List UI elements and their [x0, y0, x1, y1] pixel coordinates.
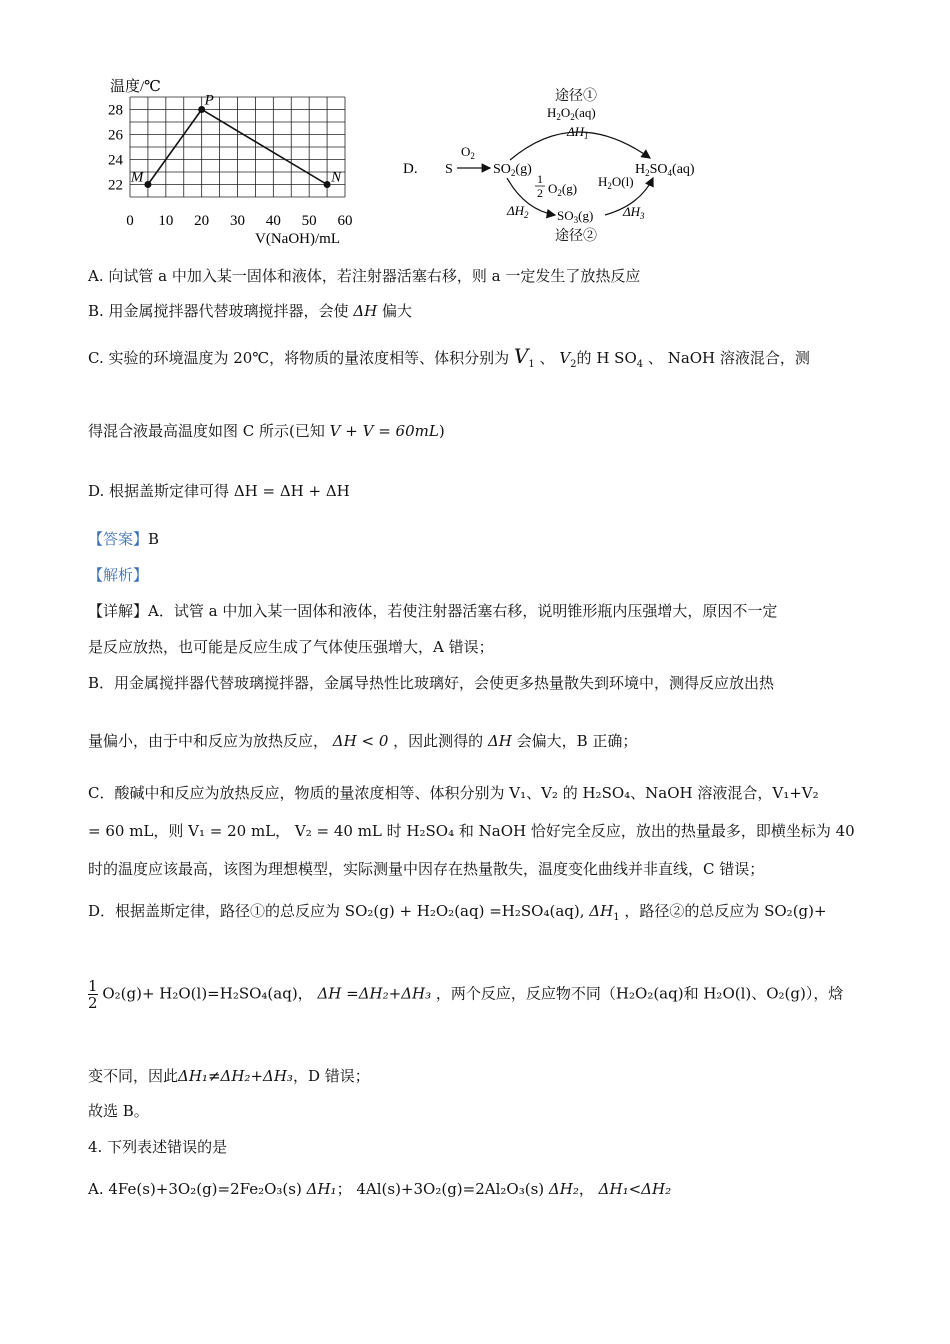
x-tick-label: 40 [265, 213, 281, 229]
o2-label: $O_2$ [461, 144, 475, 161]
y-tick-label: 28 [108, 102, 123, 119]
question-4-option-a: A. 4Fe(s)+3O₂(g)=2Fe₂O₃(s) ΔH₁； 4Al(s)+3O₂(g)=2Al₂O₃(s) ΔH₂， ΔH₁<ΔH₂ [88, 1180, 672, 1198]
h2o-label: $H_2O(l)$ [598, 174, 634, 191]
answer-tag: 【答案】 [88, 530, 149, 548]
x-tick-label: 60 [337, 213, 353, 229]
detail-b-line-1: B．用金属搅拌器代替玻璃搅拌器，金属导热性比玻璃好，会使更多热量散失到环境中，测得反应放出热 [88, 674, 775, 692]
h2so4-label: $H_2SO_4(aq)$ [635, 162, 695, 178]
option-a: A. 向试管 a 中加入某一固体和液体，若注射器活塞右移，则 a 一定发生了放热反应 [88, 267, 641, 285]
so3-label: $SO_3(g)$ [557, 208, 594, 225]
so2-label: $SO_2(g)$ [493, 162, 532, 178]
chart-grid [130, 97, 345, 197]
detail-d-line-3: 变不同，因此ΔH₁≠ΔH₂+ΔH₃，D 错误； [88, 1067, 370, 1085]
y-tick-labels [108, 103, 124, 194]
data-point-M [144, 181, 151, 188]
detail-b-line-2: 量偏小，由于中和反应为放热反应， ΔH < 0 ，因此测得的 ΔH 会偏大，B 正确； [88, 732, 638, 750]
option-d-label: D. [403, 161, 418, 177]
detail-d-line-2: $\frac{1}{2}$ O₂(g)+ H₂O(l)=H₂SO₄(aq)， ΔH =ΔH₂+ΔH₃ ，两个反应，反应物不同（H₂O₂(aq)和 H₂O(l)、O₂(g)），焓 [88, 977, 844, 1012]
route-1-label: 途径① [555, 89, 597, 104]
temperature-series [130, 93, 342, 189]
temperature-chart [100, 72, 370, 252]
y-tick-label: 22 [108, 177, 123, 194]
y-tick-label: 24 [108, 152, 123, 169]
detail-a-line-1: 【详解】A．试管 a 中加入某一固体和液体，若使注射器活塞右移，说明锥形瓶内压强增大，原因不一定 [88, 602, 778, 620]
half-numerator: 1 [537, 172, 543, 186]
s-label: S [445, 162, 453, 177]
y-tick-label: 26 [108, 127, 123, 144]
option-c-line-2: 得混合液最高温度如图 C 所示(已知 V + V = 60mL) [88, 422, 445, 440]
detail-a-line-2: 是反应放热，也可能是反应生成了气体使压强增大，A 错误； [88, 638, 494, 656]
answer: 【答案】B [88, 530, 160, 548]
detail-c-line-3: 时的温度应该最高，该图为理想模型，实际测量中因存在热量散失，温度变化曲线并非直线，C 错误； [88, 860, 765, 878]
point-label-M: M [130, 169, 144, 186]
detail-d-line-1: D．根据盖斯定律，路径①的总反应为 SO₂(g) + H₂O₂(aq) =H₂SO₄(aq), $\Delta H_1$ ，路径②的总反应为 SO₂(g)+ [88, 902, 827, 923]
x-tick-label: 50 [301, 213, 317, 229]
x-tick-label: 20 [194, 213, 210, 229]
point-label-P: P [204, 92, 214, 109]
x-tick-labels [126, 213, 352, 229]
y-axis-label: 温度/℃ [110, 79, 161, 95]
conclusion: 故选 B。 [88, 1102, 149, 1120]
dh2-label: $\Delta H_2$ [507, 203, 529, 220]
option-d: D. 根据盖斯定律可得 ΔH = ΔH + ΔH [88, 482, 350, 500]
half-o2-label: $O_2(g)$ [548, 181, 578, 198]
option-c-line-1: C. 实验的环境温度为 20℃，将物质的量浓度相等、体积分别为 $V_1$ 、 $V_2$的 H $SO_4$ 、 NaOH 溶液混合，测 [88, 344, 810, 370]
dh1-label: $\Delta H_1$ [567, 124, 589, 141]
point-label-N: N [331, 169, 342, 186]
reaction-pathway-diagram [395, 80, 725, 250]
dh3-label: $\Delta H_3$ [623, 204, 645, 221]
data-point-N [324, 181, 331, 188]
x-tick-label: 0 [126, 213, 134, 229]
x-tick-label: 10 [158, 213, 174, 229]
analysis-tag: 【解析】 [88, 566, 149, 584]
x-axis-label: V(NaOH)/mL [255, 231, 340, 247]
option-b: B. 用金属搅拌器代替玻璃搅拌器，会使 ΔH 偏大 [88, 302, 413, 320]
question-4-stem: 4. 下列表述错误的是 [88, 1138, 228, 1156]
detail-c-line-1: C．酸碱中和反应为放热反应，物质的量浓度相等、体积分别为 V₁、V₂ 的 H₂SO₄、NaOH 溶液混合，V₁+V₂ [88, 784, 819, 802]
detail-tag: 【详解】 [88, 602, 149, 620]
half-denominator: 2 [537, 186, 543, 200]
detail-c-line-2: = 60 mL，则 V₁ = 20 mL， V₂ = 40 mL 时 H₂SO₄ 和 NaOH 恰好完全反应，放出的热量最多，即横坐标为 40 [88, 822, 855, 840]
route-2-label: 途径② [555, 229, 597, 244]
h2o2-label: $H_2O_2(aq)$ [547, 105, 596, 122]
x-tick-label: 30 [230, 213, 245, 229]
